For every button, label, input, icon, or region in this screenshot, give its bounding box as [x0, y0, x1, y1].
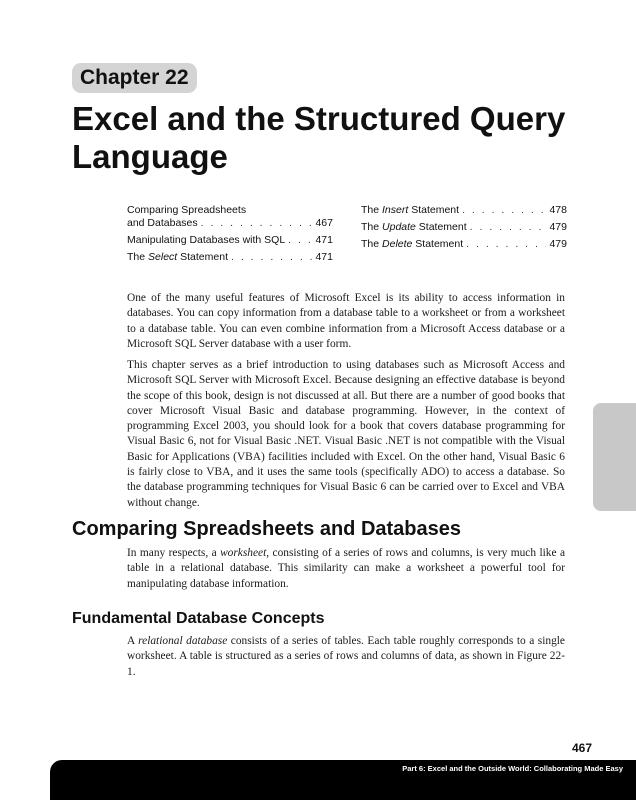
toc-page-number: 479: [549, 238, 567, 250]
toc-label: The Update Statement: [361, 221, 467, 233]
toc-page-number: 467: [315, 217, 333, 229]
toc-entry-delete[interactable]: [361, 238, 567, 251]
intro-paragraph-2: This chapter serves as a brief introduction to using databases such as Microsoft Access and Microsoft SQL Server with Microsoft Excel. Because designing an effective database is beyond the scope of this book, design is not discussed at all. But there are a number of good books that cover Microsoft Visual Basic and database programming. However, in the context of programming Excel 2003, you should look for a book that covers database programming for Visual Basic 6, not for Visual Basic .NET. Visual Basic .NET is not compatible with the Visual Basic for Applications (VBA) facilities included with Excel. On the other hand, Visual Basic 6 is fairly close to VBA, and it uses the same tools (specifically ADO) to access a database. So the database programming techniques for Visual Basic 6 can be carried over to Excel and VBA without change.: [127, 359, 565, 509]
toc-left-column: [127, 204, 333, 268]
toc-label: The Insert Statement: [361, 204, 460, 216]
footer-bar: [50, 760, 636, 800]
chapter-badge: Chapter 22: [72, 63, 197, 93]
toc-leader-dots: [470, 221, 547, 234]
section-heading-fundamental: Fundamental Database Concepts: [72, 610, 325, 627]
thumb-index-tab: [593, 403, 636, 511]
toc-label: and Databases: [127, 217, 198, 229]
toc-entry-comparing[interactable]: [127, 204, 333, 230]
chapter-title: Excel and the Structured Query Language: [72, 100, 566, 175]
toc-right-column: [361, 204, 567, 255]
toc-leader-dots: [201, 217, 313, 230]
toc-entry-update[interactable]: [361, 221, 567, 234]
toc-page-number: 478: [549, 204, 567, 216]
toc-leader-dots: [466, 238, 546, 251]
toc-label: Manipulating Databases with SQL: [127, 234, 286, 246]
intro-paragraph-1: One of the many useful features of Microsoft Excel is its ability to access information in databases. You can copy information from a database table to a worksheet or from a worksheet to a database table. You can even combine information from a Microsoft Access database or a Microsoft SQL Server database with a user form.: [127, 292, 565, 350]
footer-part-title: Part 6: Excel and the Outside World: Collaborating Made Easy: [402, 764, 623, 773]
toc-entry-insert[interactable]: [361, 204, 567, 217]
toc-page-number: 471: [315, 234, 333, 246]
page-number: 467: [571, 741, 592, 755]
toc-leader-dots: [462, 204, 546, 217]
toc-leader-dots: [231, 251, 312, 264]
toc-page-number: 479: [549, 221, 567, 233]
section-paragraph-comparing: In many respects, a worksheet, consisting of a series of rows and columns, is very much like a table in a relational database. This similarity can make a worksheet a powerful tool for manipulating database information.: [127, 547, 565, 590]
section-paragraph-fundamental: A relational database consists of a series of tables. Each table roughly corresponds to a single worksheet. A table is structured as a series of rows and columns of data, as shown in Figure 22-1.: [127, 635, 565, 678]
toc-label: The Select Statement: [127, 251, 228, 263]
toc-leader-dots: [288, 234, 312, 247]
toc-label: The Delete Statement: [361, 238, 464, 250]
toc-entry-select[interactable]: [127, 251, 333, 264]
section-heading-comparing: Comparing Spreadsheets and Databases: [72, 518, 462, 540]
toc-label: Comparing Spreadsheets: [127, 204, 247, 216]
toc-entry-manipulating[interactable]: [127, 234, 333, 247]
toc-page-number: 471: [315, 251, 333, 263]
